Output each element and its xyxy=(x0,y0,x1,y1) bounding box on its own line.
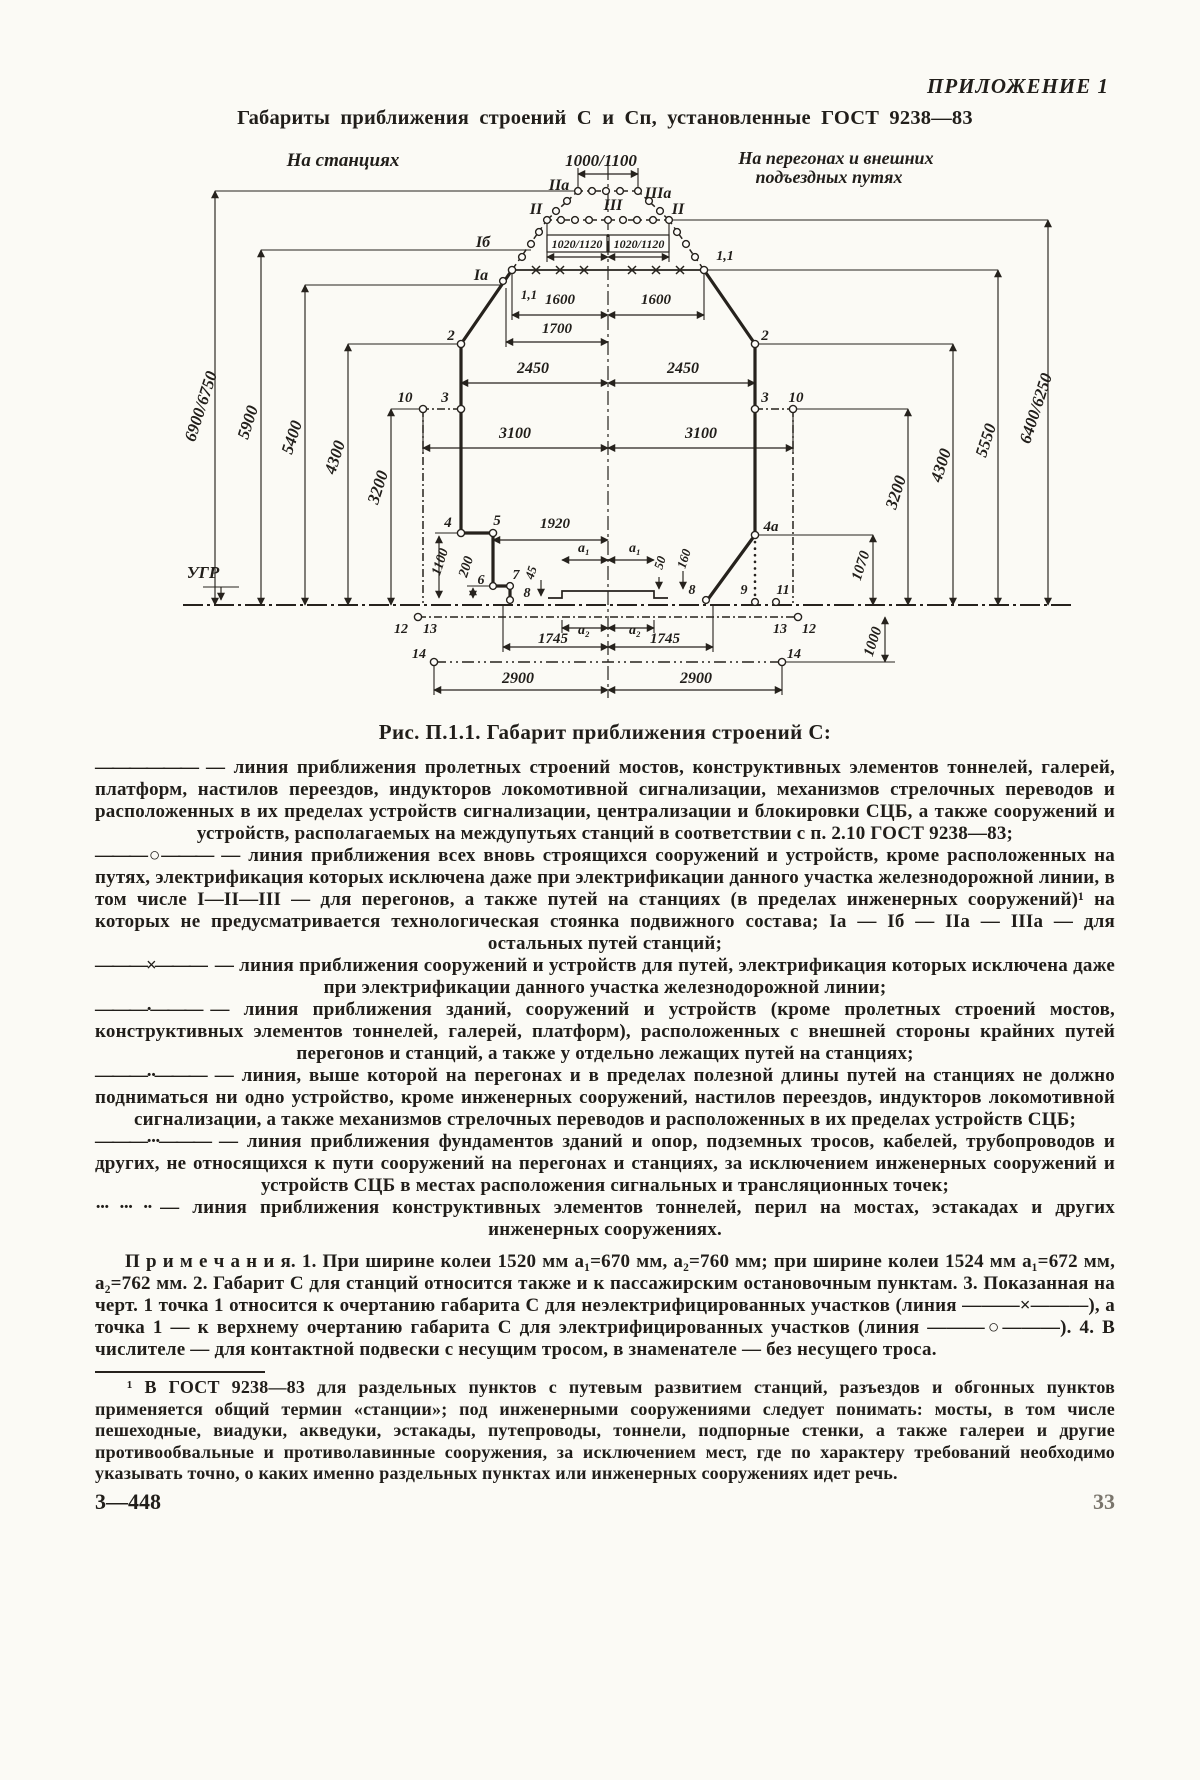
diagram-labels xyxy=(180,150,1056,687)
svg-text:подъездных путях: подъездных путях xyxy=(755,167,903,187)
svg-text:12: 12 xyxy=(802,622,816,637)
svg-text:3: 3 xyxy=(761,390,769,406)
svg-text:3200: 3200 xyxy=(881,473,911,512)
svg-text:1,1: 1,1 xyxy=(520,287,538,302)
legend-item-text: — линия приближения зданий, сооружений и устройств (кроме пролетных строений мостов, конструктивных элементов тоннелей, галерей, платформ), расположенных с внешней стороны крайних путей перегонов и станций, а также у отдельно лежащих путей на станциях; xyxy=(95,999,1115,1064)
svg-text:4а: 4а xyxy=(763,519,779,535)
page-number: 33 xyxy=(1093,1488,1115,1514)
svg-text:2: 2 xyxy=(761,328,769,344)
legend-item xyxy=(95,999,1115,1065)
legend-item-text: — линия, выше которой на перегонах и в пределах полезной длины путей на станциях не должно подниматься ни одно устройство, кроме инженерных сооружений, настилов переездов, индукторов локомотивной сигнализации, а также механизмов стрелочных переводов и расположенных в их пределах устройств СЦБ; xyxy=(95,1065,1115,1130)
legend-item xyxy=(95,1197,1115,1241)
svg-text:3200: 3200 xyxy=(363,468,393,507)
legend-item-text: — линия приближения сооружений и устройств для путей, электрификация которых исключена даже при электрификации данного участка железнодорожной линии; xyxy=(214,955,1115,998)
svg-text:2: 2 xyxy=(447,328,455,344)
svg-text:8: 8 xyxy=(688,583,696,598)
svg-text:1,1: 1,1 xyxy=(716,249,734,264)
svg-text:II: II xyxy=(529,201,543,218)
svg-text:1745: 1745 xyxy=(538,631,568,647)
svg-text:50: 50 xyxy=(650,554,669,572)
svg-text:1700: 1700 xyxy=(542,321,572,337)
svg-text:3100: 3100 xyxy=(499,425,531,442)
clearance-gauge-figure xyxy=(143,150,1118,710)
svg-text:Iб: Iб xyxy=(475,234,491,251)
line-sample-dash-2dot: ———··——— xyxy=(95,1065,206,1086)
svg-text:10: 10 xyxy=(788,390,804,406)
svg-text:Iа: Iа xyxy=(473,267,489,284)
svg-text:7: 7 xyxy=(512,568,520,583)
svg-text:2450: 2450 xyxy=(517,360,549,377)
svg-text:a₁: a₁ xyxy=(578,541,590,556)
svg-text:5900: 5900 xyxy=(233,403,263,442)
svg-text:13: 13 xyxy=(423,622,437,637)
line-sample-solid: —————— xyxy=(95,757,197,778)
svg-text:1020/1120: 1020/1120 xyxy=(551,237,603,251)
svg-text:1600: 1600 xyxy=(641,292,671,308)
svg-text:14: 14 xyxy=(787,647,801,662)
svg-text:2900: 2900 xyxy=(502,670,534,687)
appendix-label: ПРИЛОЖЕНИЕ 1 xyxy=(927,74,1109,98)
svg-text:12: 12 xyxy=(394,622,408,637)
svg-text:1000/1100: 1000/1100 xyxy=(565,151,637,170)
svg-text:a₁: a₁ xyxy=(629,541,641,556)
footer-signature: 3—448 xyxy=(95,1488,161,1514)
legend-item-text: — линия приближения пролетных строений мостов, конструктивных элементов тоннелей, галерей, платформ, настилов переездов, индукторов локомотивной сигнализации, механизмов стрелочных переводов и расположенных в их пределах устройств сигнализации, централизации и блокировки СЦБ, а также сооружений и устройств, располагаемых на междупутьях станций в соответствии с п. 2.10 ГОСТ 9238—83; xyxy=(95,757,1115,844)
notes-paragraph xyxy=(95,1251,1115,1361)
line-sample-dash-dot: ———·——— xyxy=(95,999,202,1020)
svg-text:1000: 1000 xyxy=(860,625,886,659)
figure-caption: Рис. П.1.1. Габарит приближения строений С: xyxy=(378,720,832,744)
legend xyxy=(95,757,1115,1241)
line-sample-circle: ———○——— xyxy=(95,845,213,866)
svg-text:14: 14 xyxy=(412,647,426,662)
svg-text:1920: 1920 xyxy=(540,516,570,532)
page-title: Габариты приближения строений С и Сп, установленные ГОСТ 9238—83 xyxy=(237,107,973,129)
svg-text:45: 45 xyxy=(521,564,540,582)
legend-item xyxy=(95,757,1115,845)
legend-item xyxy=(95,955,1115,999)
svg-text:13: 13 xyxy=(773,622,787,637)
page-footer xyxy=(95,1489,1115,1515)
svg-text:11: 11 xyxy=(776,583,790,598)
svg-text:3: 3 xyxy=(441,390,449,406)
svg-text:2450: 2450 xyxy=(667,360,699,377)
svg-text:На станциях: На станциях xyxy=(286,150,400,171)
svg-text:9: 9 xyxy=(740,583,748,598)
svg-text:III: III xyxy=(603,197,623,214)
svg-text:1100: 1100 xyxy=(429,546,453,578)
notes-text: 1. При ширине колеи 1520 мм a₁=670 мм, a₂=760 мм; при ширине колеи 1524 мм a₁=672 мм, a₂=762 мм. 2. Габарит С для станций относится также и к пассажирским остановочным пунктам. 3. Показанная на черт. 1 точка 1 относится к очертанию габарита С для неэлектрифицированных участков (линия ———×———), а точка 1 — к верхнему очертанию габарита С для электрифицированных участков (линия ———○———). 4. В числителе — для контактной подвески с несущим тросом, в знаменателе — без несущего троса. xyxy=(95,1251,1116,1360)
svg-text:2900: 2900 xyxy=(680,670,712,687)
footnote: ¹ В ГОСТ 9238—83 для раздельных пунктов с путевым развитием станций, разъездов и обгонных пунктов применяется общий термин «станции»; под инженерными сооружениями следует понимать: мосты, в том числе пешеходные, виадуки, акведуки, эстакады, путепроводы, тоннели, подпорные стенки, а также галереи и другие противообвальные и противолавинные сооружения, за исключением мест, где по характеру требований необходимо указывать точно, о каких именно раздельных пунктах или инженерных сооружениях идет речь. xyxy=(95,1377,1115,1483)
clearance-gauge-diagram xyxy=(143,150,1118,710)
svg-text:1020/1120: 1020/1120 xyxy=(613,237,665,251)
svg-text:IIа: IIа xyxy=(548,177,570,194)
svg-text:УГР: УГР xyxy=(186,563,220,582)
legend-item-text: — линия приближения всех вновь строящихся сооружений и устройств, кроме расположенных на путях, электрификация которых исключена даже при электрификации данного участка железнодорожной линии, в том числе I—II—III — для перегонов, а также путей на станциях (в пределах инженерных сооружений)¹ на которых не предусматривается технологическая стоянка подвижного состава; Iа — Iб — IIа — IIIа — для остальных путей станций; xyxy=(95,845,1115,954)
legend-item-text: — линия приближения фундаментов зданий и опор, подземных тросов, кабелей, трубопроводов и других, не относящихся к пути сооружений на перегонах и станциях, за исключением инженерных сооружений и устройств СЦБ в местах расположения сигнальных и трансляционных точек; xyxy=(95,1131,1115,1196)
svg-text:5: 5 xyxy=(493,513,501,529)
svg-text:На перегонах и внешних: На перегонах и внешних xyxy=(738,150,934,168)
svg-text:1745: 1745 xyxy=(650,631,680,647)
line-sample-cross: ———×——— xyxy=(95,955,206,976)
legend-item xyxy=(95,1131,1115,1197)
rail-head-marker xyxy=(203,587,239,600)
svg-text:6400/6250: 6400/6250 xyxy=(1015,370,1057,446)
svg-text:1070: 1070 xyxy=(848,549,874,583)
svg-text:6: 6 xyxy=(477,573,485,588)
svg-text:4300: 4300 xyxy=(926,446,956,485)
svg-text:4: 4 xyxy=(444,515,452,531)
svg-text:1600: 1600 xyxy=(545,292,575,308)
line-sample-dotted: ··· ··· ·· xyxy=(95,1197,152,1218)
svg-text:8: 8 xyxy=(523,586,531,601)
svg-text:200: 200 xyxy=(456,554,478,580)
legend-item-text: — линия приближения конструктивных элементов тоннелей, перил на мостах, эстакадах и других инженерных сооружениях. xyxy=(160,1197,1115,1240)
svg-text:5550: 5550 xyxy=(971,421,1001,460)
footnote-rule xyxy=(95,1371,265,1373)
legend-item xyxy=(95,845,1115,955)
svg-text:IIIа: IIIа xyxy=(644,185,672,202)
svg-text:4300: 4300 xyxy=(320,438,350,477)
notes-label: П р и м е ч а н и я. xyxy=(125,1251,296,1272)
line-sample-dash-3dot: ———···——— xyxy=(95,1131,211,1152)
svg-text:a₂: a₂ xyxy=(578,623,590,638)
svg-text:6900/6750: 6900/6750 xyxy=(180,368,222,444)
svg-text:a₂: a₂ xyxy=(629,623,641,638)
svg-text:10: 10 xyxy=(397,390,413,406)
svg-text:5400: 5400 xyxy=(277,418,307,457)
svg-text:II: II xyxy=(671,201,685,218)
svg-text:3100: 3100 xyxy=(685,425,717,442)
svg-text:160: 160 xyxy=(673,547,694,571)
legend-item xyxy=(95,1065,1115,1131)
